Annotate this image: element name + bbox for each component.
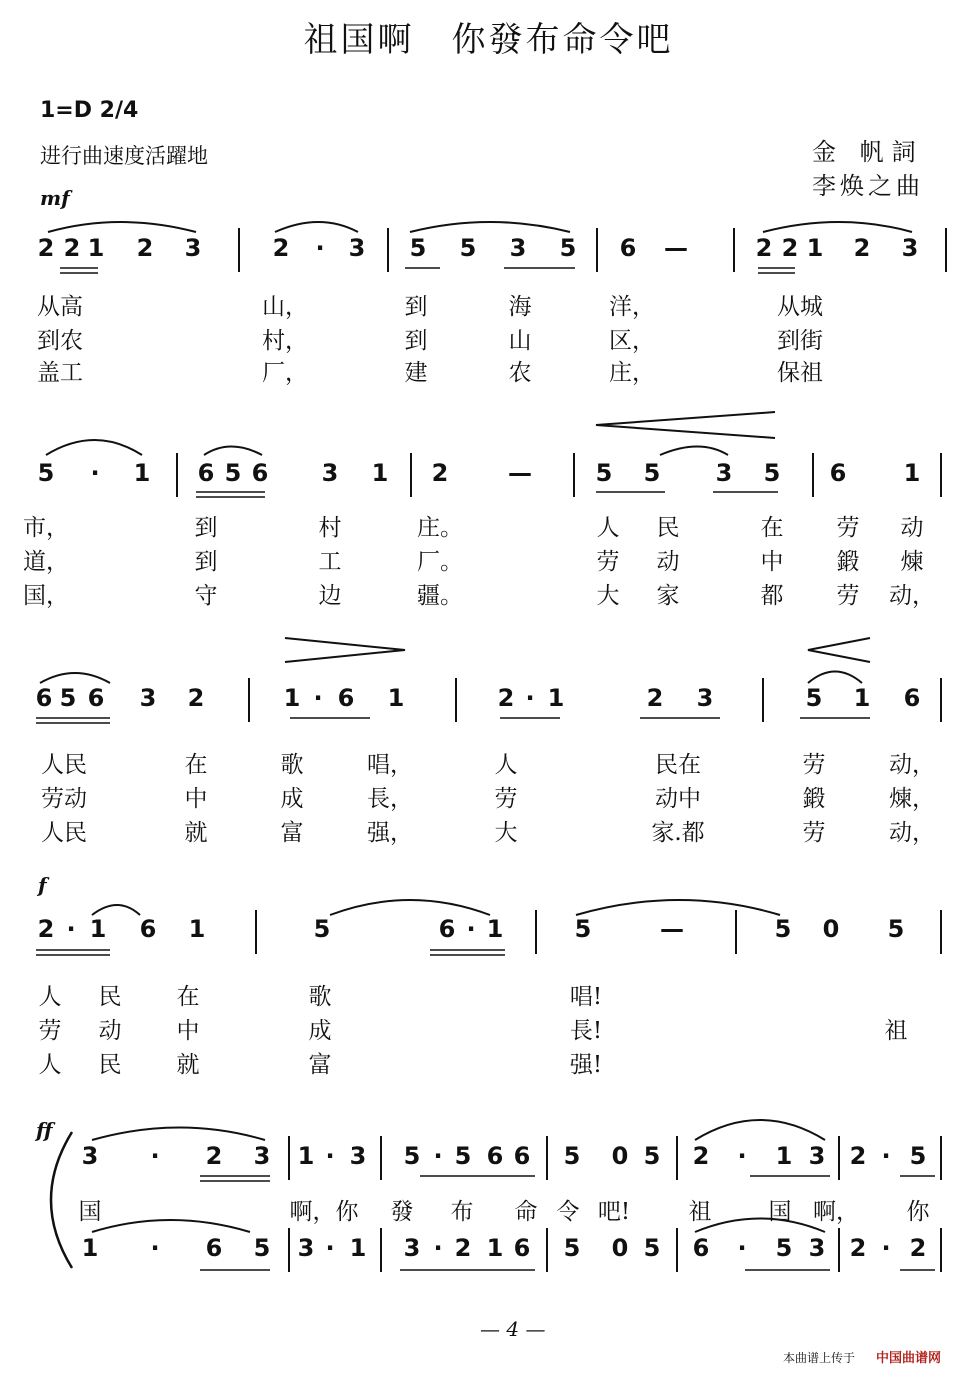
upper-part-note: 0 bbox=[611, 1142, 629, 1170]
note: 5 bbox=[313, 915, 331, 943]
note: 1 bbox=[87, 234, 105, 262]
lyric-syllable: 歌 bbox=[308, 984, 332, 1010]
lyric-syllable: 成 bbox=[308, 1018, 332, 1044]
note: 2 bbox=[646, 684, 664, 712]
upper-part-note: · bbox=[150, 1142, 160, 1170]
lyric-syllable: 富 bbox=[308, 1052, 332, 1078]
lyric-syllable: 你 bbox=[906, 1199, 930, 1225]
note: 2 bbox=[37, 915, 55, 943]
note: 6 bbox=[438, 915, 456, 943]
upper-part-note: 3 bbox=[253, 1142, 271, 1170]
note: 1 bbox=[486, 915, 504, 943]
note: 6 bbox=[139, 915, 157, 943]
lyric-syllable: 山 bbox=[508, 328, 532, 354]
lyric-syllable: 中 bbox=[760, 549, 784, 575]
lyric-syllable: 命 bbox=[514, 1199, 538, 1225]
lyric-syllable: 啊， bbox=[813, 1199, 859, 1225]
lower-part-note: 2 bbox=[454, 1234, 472, 1262]
lower-part-note: · bbox=[325, 1234, 335, 1262]
lower-part-note: 5 bbox=[775, 1234, 793, 1262]
lyric-syllable: 祖 bbox=[884, 1018, 908, 1044]
note: 6 bbox=[251, 459, 269, 487]
note: 2 bbox=[755, 234, 773, 262]
note: — bbox=[664, 234, 688, 262]
lyric-syllable: 劳 bbox=[596, 549, 620, 575]
upper-part-note: · bbox=[325, 1142, 335, 1170]
lyric-syllable: 到 bbox=[404, 328, 428, 354]
lower-part-note: 1 bbox=[486, 1234, 504, 1262]
lyric-syllable: 动 bbox=[98, 1018, 122, 1044]
lyric-syllable: 道， bbox=[23, 549, 69, 575]
note: 5 bbox=[774, 915, 792, 943]
note: · bbox=[313, 684, 323, 712]
lyric-syllable: 劳动 bbox=[41, 786, 87, 812]
note: 5 bbox=[37, 459, 55, 487]
lyric-syllable: 劳 bbox=[38, 1018, 62, 1044]
lyric-syllable: 人 bbox=[494, 752, 518, 778]
upper-part-note: 3 bbox=[81, 1142, 99, 1170]
lyric-syllable: 洋， bbox=[609, 294, 655, 320]
lower-part-note: 6 bbox=[513, 1234, 531, 1262]
lyric-syllable: 市， bbox=[23, 515, 69, 541]
lyric-syllable: 鍛 bbox=[802, 786, 826, 812]
lyric-syllable: 动中 bbox=[655, 786, 701, 812]
lyric-syllable: 海 bbox=[508, 294, 532, 320]
lower-part-note: 3 bbox=[403, 1234, 421, 1262]
upper-part-note: 6 bbox=[513, 1142, 531, 1170]
tempo-marking: 进行曲速度活躍地 bbox=[40, 144, 208, 168]
note: 2 bbox=[187, 684, 205, 712]
lyric-syllable: 建 bbox=[404, 360, 428, 386]
note: 1 bbox=[903, 459, 921, 487]
note: 5 bbox=[409, 234, 427, 262]
lyric-syllable: 劳 bbox=[494, 786, 518, 812]
upper-part-note: · bbox=[881, 1142, 891, 1170]
lyric-syllable: 村， bbox=[262, 328, 308, 354]
lyric-syllable: 歌 bbox=[280, 752, 304, 778]
footer-upload-note: 本曲谱上传于 bbox=[783, 1351, 856, 1365]
key-signature: 1=D 2/4 bbox=[40, 98, 139, 123]
lyric-syllable: 祖 bbox=[688, 1199, 712, 1225]
lyric-syllable: 人 bbox=[596, 515, 620, 541]
upper-part-note: 1 bbox=[297, 1142, 315, 1170]
page-number: — 4 — bbox=[480, 1317, 546, 1341]
lower-part-note: 1 bbox=[349, 1234, 367, 1262]
note: 2 bbox=[497, 684, 515, 712]
lyric-syllable: 令 bbox=[556, 1199, 580, 1225]
note: 1 bbox=[387, 684, 405, 712]
bar-line bbox=[546, 1228, 548, 1272]
bar-line bbox=[288, 1136, 290, 1180]
footer-site-logo: 中国曲谱网 bbox=[876, 1351, 942, 1366]
lyric-syllable: 到 bbox=[404, 294, 428, 320]
lower-part-note: 6 bbox=[692, 1234, 710, 1262]
lower-part-note: 5 bbox=[563, 1234, 581, 1262]
lyric-syllable: 区， bbox=[609, 328, 655, 354]
lyric-syllable: 农 bbox=[508, 360, 532, 386]
dynamic-mark: f bbox=[38, 873, 47, 897]
lyric-syllable: 布 bbox=[450, 1199, 474, 1225]
note: 6 bbox=[87, 684, 105, 712]
upper-part-note: · bbox=[433, 1142, 443, 1170]
upper-part-note: 1 bbox=[775, 1142, 793, 1170]
note: 5 bbox=[643, 459, 661, 487]
upper-part-note: 5 bbox=[643, 1142, 661, 1170]
upper-part-note: 2 bbox=[849, 1142, 867, 1170]
note: 6 bbox=[903, 684, 921, 712]
note: 1 bbox=[283, 684, 301, 712]
note: 5 bbox=[805, 684, 823, 712]
lyric-syllable: 長! bbox=[569, 1018, 603, 1044]
lyric-syllable: 山， bbox=[262, 294, 308, 320]
note: 5 bbox=[559, 234, 577, 262]
note: 3 bbox=[184, 234, 202, 262]
note: 2 bbox=[431, 459, 449, 487]
lower-part-note: · bbox=[150, 1234, 160, 1262]
lyric-syllable: 国， bbox=[23, 583, 69, 609]
lyric-syllable: 大 bbox=[494, 820, 518, 846]
lyric-syllable: 成 bbox=[280, 786, 304, 812]
bar-line bbox=[676, 1136, 678, 1180]
lower-part-note: 5 bbox=[253, 1234, 271, 1262]
note: · bbox=[66, 915, 76, 943]
upper-part-note: 3 bbox=[808, 1142, 826, 1170]
note: 6 bbox=[197, 459, 215, 487]
lyricist-credit: 金 帆詞 bbox=[812, 138, 924, 166]
lyric-syllable: 劳 bbox=[836, 515, 860, 541]
lower-part-note: · bbox=[737, 1234, 747, 1262]
lyric-syllable: 在 bbox=[184, 752, 208, 778]
note: 1 bbox=[547, 684, 565, 712]
bar-line bbox=[546, 1136, 548, 1180]
note: 1 bbox=[371, 459, 389, 487]
bar-line bbox=[940, 1228, 942, 1272]
note: 2 bbox=[272, 234, 290, 262]
note: 3 bbox=[509, 234, 527, 262]
lyric-syllable: 守 bbox=[194, 583, 218, 609]
lyric-syllable: 啊，你 bbox=[289, 1199, 359, 1225]
note: 5 bbox=[59, 684, 77, 712]
note: 3 bbox=[696, 684, 714, 712]
lyric-syllable: 动， bbox=[889, 752, 935, 778]
lyric-syllable: 煉， bbox=[889, 786, 935, 812]
lyric-syllable: 盖工 bbox=[37, 360, 83, 386]
lyric-syllable: 中 bbox=[176, 1018, 200, 1044]
lyric-syllable: 到 bbox=[194, 549, 218, 575]
lyric-syllable: 从城 bbox=[777, 294, 823, 320]
lyric-syllable: 动， bbox=[889, 583, 935, 609]
lower-part-note: 0 bbox=[611, 1234, 629, 1262]
note: 6 bbox=[829, 459, 847, 487]
lyric-syllable: 唱， bbox=[367, 752, 413, 778]
note: 5 bbox=[887, 915, 905, 943]
lyric-syllable: 就 bbox=[176, 1052, 200, 1078]
lyric-syllable: 在 bbox=[176, 984, 200, 1010]
lyric-syllable: 工 bbox=[318, 549, 342, 575]
bar-line bbox=[380, 1228, 382, 1272]
lyric-syllable: 劳 bbox=[802, 820, 826, 846]
note: 1 bbox=[133, 459, 151, 487]
lyric-syllable: 富 bbox=[280, 820, 304, 846]
lyric-syllable: 大 bbox=[596, 583, 620, 609]
note: 3 bbox=[715, 459, 733, 487]
note: 2 bbox=[781, 234, 799, 262]
lyric-syllable: 人民 bbox=[41, 820, 87, 846]
bar-line bbox=[676, 1228, 678, 1272]
lyric-syllable: 动 bbox=[900, 515, 924, 541]
note: — bbox=[660, 915, 684, 943]
note: 1 bbox=[853, 684, 871, 712]
lyric-syllable: 都 bbox=[760, 583, 784, 609]
lyric-syllable: 国 bbox=[78, 1199, 102, 1225]
lyric-syllable: 發 bbox=[390, 1199, 414, 1225]
composer-credit: 李焕之曲 bbox=[812, 172, 924, 200]
lyric-syllable: 人 bbox=[38, 984, 62, 1010]
lyric-syllable: 保祖 bbox=[777, 360, 823, 386]
lower-part-note: 2 bbox=[849, 1234, 867, 1262]
lyric-syllable: 在 bbox=[760, 515, 784, 541]
note: · bbox=[315, 234, 325, 262]
lower-part-note: 6 bbox=[205, 1234, 223, 1262]
note: 2 bbox=[63, 234, 81, 262]
lower-part-note: · bbox=[433, 1234, 443, 1262]
lyric-syllable: 長， bbox=[367, 786, 413, 812]
lyric-syllable: 国 bbox=[768, 1199, 792, 1225]
lyric-syllable: 强! bbox=[569, 1052, 603, 1078]
lyric-syllable: 厂， bbox=[262, 360, 308, 386]
lower-part-note: 3 bbox=[297, 1234, 315, 1262]
lyric-syllable: 边 bbox=[318, 583, 342, 609]
upper-part-note: 2 bbox=[692, 1142, 710, 1170]
dynamic-mark: mf bbox=[40, 186, 70, 210]
lyric-syllable: 从高 bbox=[37, 294, 83, 320]
note: · bbox=[525, 684, 535, 712]
note: 3 bbox=[321, 459, 339, 487]
note: 3 bbox=[139, 684, 157, 712]
bar-line bbox=[838, 1136, 840, 1180]
lyric-syllable: 中 bbox=[184, 786, 208, 812]
note: 5 bbox=[459, 234, 477, 262]
lyric-syllable: 强， bbox=[367, 820, 413, 846]
note: 3 bbox=[348, 234, 366, 262]
note: 0 bbox=[822, 915, 840, 943]
upper-part-note: 2 bbox=[205, 1142, 223, 1170]
lyric-syllable: 疆。 bbox=[417, 583, 463, 609]
note: 6 bbox=[619, 234, 637, 262]
lower-part-note: 5 bbox=[643, 1234, 661, 1262]
bar-line bbox=[288, 1228, 290, 1272]
upper-part-note: 6 bbox=[486, 1142, 504, 1170]
upper-part-note: 5 bbox=[403, 1142, 421, 1170]
lyric-syllable: 庄， bbox=[609, 360, 655, 386]
lyric-syllable: 就 bbox=[184, 820, 208, 846]
lyric-syllable: 到农 bbox=[37, 328, 83, 354]
lyric-syllable: 唱! bbox=[569, 984, 603, 1010]
note: 2 bbox=[37, 234, 55, 262]
note: 1 bbox=[89, 915, 107, 943]
lower-part-note: 3 bbox=[808, 1234, 826, 1262]
note: · bbox=[90, 459, 100, 487]
lower-part-note: 1 bbox=[81, 1234, 99, 1262]
upper-part-note: 3 bbox=[349, 1142, 367, 1170]
bar-line bbox=[838, 1228, 840, 1272]
note: 3 bbox=[901, 234, 919, 262]
lyric-syllable: 家 bbox=[656, 583, 680, 609]
lyric-syllable: 动， bbox=[889, 820, 935, 846]
note: 6 bbox=[337, 684, 355, 712]
song-title: 祖国啊 你發布命令吧 bbox=[303, 20, 674, 60]
note: 5 bbox=[595, 459, 613, 487]
upper-part-note: · bbox=[737, 1142, 747, 1170]
lyric-syllable: 劳 bbox=[836, 583, 860, 609]
lyric-syllable: 到街 bbox=[777, 328, 823, 354]
lyric-syllable: 劳 bbox=[802, 752, 826, 778]
lyric-syllable: 到 bbox=[194, 515, 218, 541]
lyric-syllable: 人民 bbox=[41, 752, 87, 778]
lyric-syllable: 庄。 bbox=[417, 515, 463, 541]
note: 5 bbox=[224, 459, 242, 487]
lyric-syllable: 煉 bbox=[900, 549, 924, 575]
lyric-syllable: 动 bbox=[656, 549, 680, 575]
upper-part-note: 5 bbox=[563, 1142, 581, 1170]
lyric-syllable: 民在 bbox=[655, 752, 701, 778]
lyric-syllable: 鍛 bbox=[836, 549, 860, 575]
lyric-syllable: 家.都 bbox=[651, 820, 705, 846]
lyric-syllable: 厂。 bbox=[417, 549, 463, 575]
lower-part-note: 2 bbox=[909, 1234, 927, 1262]
lyric-syllable: 村 bbox=[318, 515, 342, 541]
note: · bbox=[466, 915, 476, 943]
note: 5 bbox=[574, 915, 592, 943]
lyric-syllable: 吧! bbox=[597, 1199, 631, 1225]
bar-line bbox=[940, 1136, 942, 1180]
note: 2 bbox=[136, 234, 154, 262]
note: 6 bbox=[35, 684, 53, 712]
note: 1 bbox=[806, 234, 824, 262]
note: 2 bbox=[853, 234, 871, 262]
bar-line bbox=[380, 1136, 382, 1180]
note: — bbox=[508, 459, 532, 487]
upper-part-note: 5 bbox=[454, 1142, 472, 1170]
upper-part-note: 5 bbox=[909, 1142, 927, 1170]
lyric-syllable: 民 bbox=[98, 1052, 122, 1078]
note: 5 bbox=[763, 459, 781, 487]
lower-part-note: · bbox=[881, 1234, 891, 1262]
lyric-syllable: 民 bbox=[656, 515, 680, 541]
dynamic-mark: ff bbox=[36, 1118, 53, 1142]
lyric-syllable: 人 bbox=[38, 1052, 62, 1078]
note: 1 bbox=[188, 915, 206, 943]
lyric-syllable: 民 bbox=[98, 984, 122, 1010]
